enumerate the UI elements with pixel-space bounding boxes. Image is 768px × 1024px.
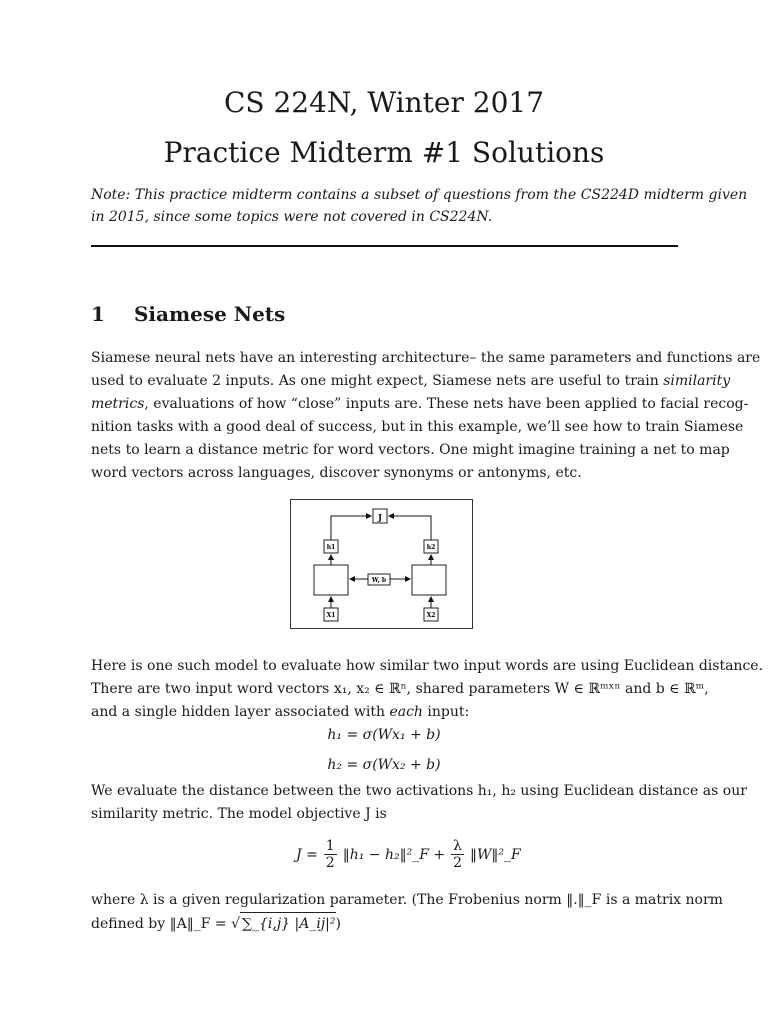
page-title: CS 224N, Winter 2017 [223,86,545,119]
model-paragraph [91,655,764,724]
section-title: Siamese Nets [133,302,286,326]
paragraph-line [91,912,678,936]
paragraph-line [91,393,749,416]
horizontal-rule [91,245,678,247]
paragraph-line: We evaluate the distance between the two activations h₁, h₂ using Euclidean distance as our [91,783,747,799]
siamese-net-figure [290,499,473,629]
siamese-net-diagram [291,500,474,630]
equation-term: ‖W‖²_F [470,846,521,863]
equation-lhs: J = [296,846,318,863]
paragraph-text: , evaluations of how “close” inputs are. These nets have been applied to facial recog- [144,396,749,412]
section-number: 1 [91,302,105,326]
objective-paragraph [91,780,747,826]
paragraph-line: nets to learn a distance metric for word vectors. One might imagine training a net to map [91,442,730,458]
sqrt-symbol: √ [231,916,240,932]
h1-node-label: h1 [326,544,336,551]
paragraph-line [91,701,678,724]
paragraph-line: Here is one such model to evaluate how similar two input words are using Euclidean distance. [91,658,764,674]
shared-params-label: W, b [371,577,387,584]
h1-to-j-arrow [331,516,371,540]
emphasis-text: metrics [91,396,145,412]
equation-h2: h₂ = σ(Wx₂ + b) [327,757,441,773]
emphasis-text: each [389,704,423,720]
emphasis-text: similarity [663,373,731,389]
note-line: in 2015, since some topics were not covered in CS224N. [91,209,493,225]
paragraph-line: There are two input word vectors x₁, x₂ ∈ ℝⁿ, shared parameters W ∈ ℝᵐˣⁿ and b ∈ ℝᵐ, [91,681,709,697]
fraction-numerator: 1 [325,838,335,854]
x1-node-label: X1 [326,612,336,619]
sqrt-content: ∑_{i,j} |A_ij|² [240,912,336,936]
h2-node-label: h2 [426,544,436,551]
paragraph-line: Siamese neural nets have an interesting architecture– the same parameters and functions are [91,350,761,366]
equation-h1: h₁ = σ(Wx₁ + b) [327,727,441,743]
note-line: Note: This practice midterm contains a subset of questions from the CS224D midterm given [91,187,748,203]
paragraph-line: where λ is a given regularization parameter. (The Frobenius norm ‖.‖_F is a matrix norm [91,892,723,908]
j-node-label: J [378,512,382,522]
fraction-denominator: 2 [325,855,335,871]
paragraph-line: nition tasks with a good deal of success, but in this example, we’ll see how to train Siamese [91,419,744,435]
fraction-numerator: λ [453,838,462,854]
section-heading [91,302,285,326]
x2-node-label: X2 [426,612,436,619]
left-network-box [314,565,348,595]
fraction-half [324,838,337,871]
h2-to-j-arrow [389,516,431,540]
intro-paragraph [91,347,761,485]
objective-equation [296,838,521,871]
page-subtitle: Practice Midterm #1 Solutions [163,136,605,169]
fraction-denominator: 2 [453,855,463,871]
fraction-lambda [451,838,464,871]
equation-term: ‖h₁ − h₂‖²_F + [342,846,446,863]
right-network-box [412,565,446,595]
paragraph-line: word vectors across languages, discover synonyms or antonyms, etc. [91,465,582,481]
paragraph-text: input: [422,704,470,720]
note-paragraph [91,184,748,228]
paragraph-text: used to evaluate 2 inputs. As one might expect, Siamese nets are useful to train [91,373,664,389]
paragraph-text: defined by ‖A‖_F = [91,916,232,932]
paragraph-line: similarity metric. The model objective J is [91,806,387,822]
paragraph-text: and a single hidden layer associated with [91,704,390,720]
closing-paragraph [91,889,723,936]
paragraph-line [91,370,731,393]
paragraph-text: ) [335,916,341,932]
